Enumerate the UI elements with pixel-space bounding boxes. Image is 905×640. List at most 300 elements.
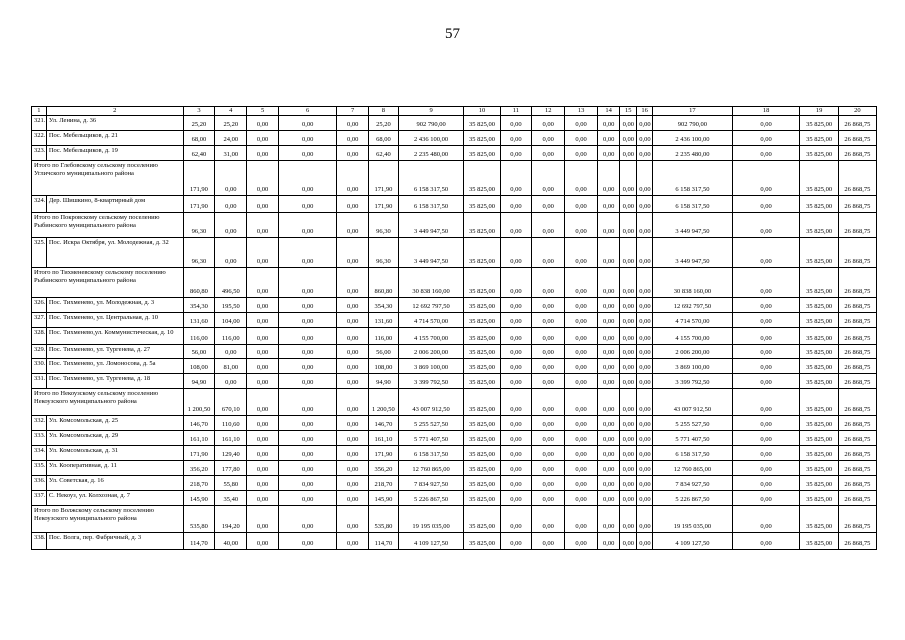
value-cell: 0,00 — [337, 374, 369, 389]
value-cell: 0,00 — [620, 213, 637, 238]
value-cell: 0,00 — [637, 446, 653, 461]
value-cell: 6 158 317,50 — [398, 446, 464, 461]
value-cell: 24,00 — [215, 131, 247, 146]
value-cell: 0,00 — [278, 461, 336, 476]
value-cell: 3 449 947,50 — [398, 213, 464, 238]
value-cell: 35 825,00 — [464, 298, 500, 313]
row-number: 331. — [32, 374, 47, 389]
value-cell: 26 868,75 — [838, 268, 876, 298]
value-cell: 12 692 797,50 — [398, 298, 464, 313]
value-cell: 0,00 — [337, 506, 369, 533]
value-cell: 5 226 867,50 — [653, 491, 733, 506]
value-cell: 4 109 127,50 — [653, 533, 733, 550]
value-cell: 43 007 912,50 — [398, 389, 464, 416]
value-cell: 0,00 — [637, 359, 653, 374]
value-cell: 2 006 200,00 — [398, 345, 464, 359]
value-cell: 218,70 — [183, 476, 215, 491]
table-row — [32, 116, 877, 131]
value-cell: 26 868,75 — [838, 446, 876, 461]
value-cell: 0,00 — [532, 213, 565, 238]
value-cell: 81,00 — [215, 359, 247, 374]
value-cell: 0,00 — [565, 506, 598, 533]
column-number: 11 — [500, 107, 532, 116]
value-cell: 0,00 — [565, 161, 598, 196]
value-cell: 354,30 — [183, 298, 215, 313]
value-cell: 0,00 — [598, 313, 620, 328]
value-cell: 0,00 — [565, 196, 598, 213]
value-cell: 0,00 — [598, 506, 620, 533]
value-cell: 0,00 — [598, 476, 620, 491]
table-row — [32, 131, 877, 146]
value-cell: 35 825,00 — [800, 491, 838, 506]
value-cell: 0,00 — [637, 533, 653, 550]
value-cell: 35 825,00 — [464, 491, 500, 506]
value-cell: 0,00 — [247, 238, 279, 268]
value-cell: 26 868,75 — [838, 161, 876, 196]
value-cell: 56,00 — [369, 345, 399, 359]
value-cell: 177,80 — [215, 461, 247, 476]
value-cell: 35 825,00 — [464, 446, 500, 461]
value-cell: 3 449 947,50 — [398, 238, 464, 268]
value-cell: 0,00 — [500, 298, 532, 313]
value-cell: 194,20 — [215, 506, 247, 533]
value-cell: 0,00 — [247, 389, 279, 416]
value-cell: 0,00 — [278, 268, 336, 298]
address-cell: Пос. Тихменево, ул. Центральная, д. 10 — [46, 313, 183, 328]
value-cell: 0,00 — [637, 476, 653, 491]
value-cell: 0,00 — [565, 476, 598, 491]
value-cell: 35 825,00 — [800, 196, 838, 213]
subtotal-row — [32, 161, 877, 196]
value-cell: 0,00 — [500, 374, 532, 389]
value-cell: 26 868,75 — [838, 196, 876, 213]
value-cell: 68,00 — [369, 131, 399, 146]
value-cell: 114,70 — [369, 533, 399, 550]
value-cell: 0,00 — [732, 506, 800, 533]
row-number: 326. — [32, 298, 47, 313]
value-cell: 108,00 — [183, 359, 215, 374]
value-cell: 43 007 912,50 — [653, 389, 733, 416]
column-number: 15 — [620, 107, 637, 116]
page-number: 57 — [445, 26, 460, 42]
value-cell: 0,00 — [620, 268, 637, 298]
column-number: 2 — [46, 107, 183, 116]
value-cell: 0,00 — [500, 131, 532, 146]
value-cell: 0,00 — [732, 196, 800, 213]
value-cell: 0,00 — [278, 238, 336, 268]
value-cell: 0,00 — [620, 345, 637, 359]
row-number: 337. — [32, 491, 47, 506]
value-cell: 35 825,00 — [464, 359, 500, 374]
value-cell: 0,00 — [732, 116, 800, 131]
table-row — [32, 359, 877, 374]
value-cell: 35 825,00 — [464, 196, 500, 213]
value-cell: 0,00 — [637, 161, 653, 196]
value-cell: 0,00 — [732, 161, 800, 196]
value-cell: 0,00 — [565, 328, 598, 345]
value-cell: 0,00 — [500, 238, 532, 268]
value-cell: 0,00 — [637, 313, 653, 328]
subtotal-label: Итого по Волжскому сельскому поселению Некоузского муниципального района — [32, 506, 184, 533]
address-cell: Пос. Волга, пер. Фабричный, д. 3 — [46, 533, 183, 550]
value-cell: 171,90 — [369, 161, 399, 196]
value-cell: 0,00 — [732, 416, 800, 431]
row-number: 328. — [32, 328, 47, 345]
value-cell: 0,00 — [337, 446, 369, 461]
value-cell: 5 771 407,50 — [398, 431, 464, 446]
value-cell: 0,00 — [500, 328, 532, 345]
value-cell: 0,00 — [500, 533, 532, 550]
value-cell: 0,00 — [598, 131, 620, 146]
column-number: 20 — [838, 107, 876, 116]
value-cell: 0,00 — [278, 345, 336, 359]
value-cell: 0,00 — [278, 146, 336, 161]
row-number: 335. — [32, 461, 47, 476]
value-cell: 35 825,00 — [800, 161, 838, 196]
value-cell: 902 790,00 — [653, 116, 733, 131]
value-cell: 26 868,75 — [838, 491, 876, 506]
value-cell: 0,00 — [500, 146, 532, 161]
value-cell: 535,80 — [369, 506, 399, 533]
value-cell: 0,00 — [337, 328, 369, 345]
value-cell: 0,00 — [215, 161, 247, 196]
table-row — [32, 374, 877, 389]
value-cell: 0,00 — [598, 213, 620, 238]
row-number: 321. — [32, 116, 47, 131]
value-cell: 0,00 — [620, 161, 637, 196]
value-cell: 62,40 — [369, 146, 399, 161]
value-cell: 0,00 — [565, 446, 598, 461]
value-cell: 0,00 — [247, 416, 279, 431]
value-cell: 0,00 — [598, 161, 620, 196]
value-cell: 0,00 — [278, 446, 336, 461]
value-cell: 131,60 — [183, 313, 215, 328]
value-cell: 356,20 — [369, 461, 399, 476]
value-cell: 0,00 — [278, 328, 336, 345]
value-cell: 25,20 — [183, 116, 215, 131]
address-cell: Пос. Тихменево, ул. Тургенева, д. 27 — [46, 345, 183, 359]
value-cell: 4 714 570,00 — [653, 313, 733, 328]
value-cell: 0,00 — [598, 446, 620, 461]
column-number: 10 — [464, 107, 500, 116]
value-cell: 0,00 — [532, 328, 565, 345]
value-cell: 0,00 — [620, 461, 637, 476]
value-cell: 0,00 — [337, 146, 369, 161]
value-cell: 96,30 — [183, 213, 215, 238]
value-cell: 171,90 — [183, 161, 215, 196]
value-cell: 195,50 — [215, 298, 247, 313]
value-cell: 0,00 — [500, 389, 532, 416]
value-cell: 35 825,00 — [800, 328, 838, 345]
value-cell: 26 868,75 — [838, 359, 876, 374]
value-cell: 94,90 — [183, 374, 215, 389]
value-cell: 0,00 — [598, 146, 620, 161]
value-cell: 19 195 035,00 — [653, 506, 733, 533]
value-cell: 35 825,00 — [464, 328, 500, 345]
value-cell: 496,50 — [215, 268, 247, 298]
table-row — [32, 431, 877, 446]
value-cell: 0,00 — [337, 533, 369, 550]
value-cell: 0,00 — [598, 359, 620, 374]
address-cell: С. Некоуз, ул. Колхозная, д. 7 — [46, 491, 183, 506]
value-cell: 40,00 — [215, 533, 247, 550]
value-cell: 2 235 480,00 — [653, 146, 733, 161]
column-number: 13 — [565, 107, 598, 116]
value-cell: 0,00 — [500, 476, 532, 491]
value-cell: 6 158 317,50 — [653, 196, 733, 213]
value-cell: 3 869 100,00 — [653, 359, 733, 374]
value-cell: 0,00 — [278, 116, 336, 131]
value-cell: 0,00 — [637, 213, 653, 238]
value-cell: 35 825,00 — [464, 461, 500, 476]
value-cell: 108,00 — [369, 359, 399, 374]
value-cell: 0,00 — [278, 359, 336, 374]
value-cell: 0,00 — [620, 476, 637, 491]
value-cell: 0,00 — [620, 446, 637, 461]
value-cell: 0,00 — [337, 389, 369, 416]
value-cell: 35 825,00 — [464, 146, 500, 161]
value-cell: 35 825,00 — [464, 389, 500, 416]
address-cell: Пос. Тихменево, ул. Молодежная, д. 3 — [46, 298, 183, 313]
value-cell: 0,00 — [732, 268, 800, 298]
value-cell: 0,00 — [637, 116, 653, 131]
value-cell: 171,90 — [183, 196, 215, 213]
value-cell: 0,00 — [532, 146, 565, 161]
subtotal-row — [32, 506, 877, 533]
value-cell: 0,00 — [732, 313, 800, 328]
value-cell: 0,00 — [278, 416, 336, 431]
value-cell: 35 825,00 — [800, 506, 838, 533]
address-cell: Пос. Тихменево,ул. Коммунистическая, д. 10 — [46, 328, 183, 345]
value-cell: 131,60 — [369, 313, 399, 328]
value-cell: 0,00 — [732, 446, 800, 461]
value-cell: 35 825,00 — [800, 213, 838, 238]
value-cell: 94,90 — [369, 374, 399, 389]
value-cell: 0,00 — [565, 461, 598, 476]
column-number: 16 — [637, 107, 653, 116]
address-cell: Пос. Тихменево, ул. Ломоносова, д. 5а — [46, 359, 183, 374]
value-cell: 0,00 — [598, 533, 620, 550]
value-cell: 0,00 — [565, 116, 598, 131]
value-cell: 0,00 — [565, 268, 598, 298]
value-cell: 0,00 — [565, 146, 598, 161]
value-cell: 35 825,00 — [800, 533, 838, 550]
value-cell: 0,00 — [732, 238, 800, 268]
value-cell: 5 771 407,50 — [653, 431, 733, 446]
value-cell: 0,00 — [598, 461, 620, 476]
value-cell: 35 825,00 — [800, 116, 838, 131]
value-cell: 0,00 — [337, 196, 369, 213]
row-number: 336. — [32, 476, 47, 491]
value-cell: 0,00 — [620, 389, 637, 416]
value-cell: 0,00 — [598, 416, 620, 431]
value-cell: 161,10 — [183, 431, 215, 446]
value-cell: 26 868,75 — [838, 313, 876, 328]
value-cell: 0,00 — [278, 298, 336, 313]
value-cell: 116,00 — [183, 328, 215, 345]
value-cell: 860,80 — [369, 268, 399, 298]
value-cell: 0,00 — [620, 491, 637, 506]
value-cell: 35 825,00 — [464, 313, 500, 328]
value-cell: 0,00 — [337, 298, 369, 313]
value-cell: 0,00 — [278, 491, 336, 506]
table-row — [32, 416, 877, 431]
value-cell: 0,00 — [500, 461, 532, 476]
value-cell: 116,00 — [215, 328, 247, 345]
value-cell: 0,00 — [500, 506, 532, 533]
row-number: 330. — [32, 359, 47, 374]
value-cell: 0,00 — [247, 446, 279, 461]
value-cell: 0,00 — [732, 461, 800, 476]
value-cell: 0,00 — [620, 533, 637, 550]
value-cell: 0,00 — [598, 374, 620, 389]
value-cell: 12 692 797,50 — [653, 298, 733, 313]
subtotal-label: Итого по Некоузскому сельскому поселению Некоузского муниципального района — [32, 389, 184, 416]
value-cell: 35 825,00 — [800, 238, 838, 268]
value-cell: 35 825,00 — [800, 431, 838, 446]
value-cell: 26 868,75 — [838, 506, 876, 533]
value-cell: 0,00 — [247, 161, 279, 196]
address-cell: Ул. Кооперативная, д. 11 — [46, 461, 183, 476]
value-cell: 0,00 — [247, 533, 279, 550]
value-cell: 3 449 947,50 — [653, 213, 733, 238]
value-cell: 2 436 100,00 — [653, 131, 733, 146]
value-cell: 0,00 — [532, 116, 565, 131]
value-cell: 35 825,00 — [464, 416, 500, 431]
value-cell: 0,00 — [247, 313, 279, 328]
value-cell: 0,00 — [565, 213, 598, 238]
value-cell: 0,00 — [247, 213, 279, 238]
column-number: 18 — [732, 107, 800, 116]
value-cell: 0,00 — [565, 359, 598, 374]
value-cell: 0,00 — [500, 313, 532, 328]
value-cell: 0,00 — [247, 345, 279, 359]
value-cell: 4 155 700,00 — [653, 328, 733, 345]
value-cell: 0,00 — [532, 345, 565, 359]
value-cell: 0,00 — [732, 328, 800, 345]
value-cell: 26 868,75 — [838, 431, 876, 446]
value-cell: 0,00 — [637, 389, 653, 416]
value-cell: 0,00 — [565, 131, 598, 146]
column-number: 1 — [32, 107, 47, 116]
column-number: 6 — [278, 107, 336, 116]
row-number: 327. — [32, 313, 47, 328]
value-cell: 35 825,00 — [464, 506, 500, 533]
value-cell: 0,00 — [278, 506, 336, 533]
value-cell: 35 825,00 — [800, 476, 838, 491]
value-cell: 0,00 — [215, 213, 247, 238]
address-cell: Ул. Ленина, д. 36 — [46, 116, 183, 131]
value-cell: 4 109 127,50 — [398, 533, 464, 550]
value-cell: 6 158 317,50 — [653, 161, 733, 196]
subtotal-row — [32, 268, 877, 298]
row-number: 324. — [32, 196, 47, 213]
value-cell: 0,00 — [247, 298, 279, 313]
table-row — [32, 146, 877, 161]
value-cell: 35 825,00 — [464, 213, 500, 238]
value-cell: 0,00 — [532, 476, 565, 491]
value-cell: 0,00 — [532, 268, 565, 298]
value-cell: 26 868,75 — [838, 461, 876, 476]
value-cell: 0,00 — [565, 345, 598, 359]
table-row — [32, 446, 877, 461]
value-cell: 0,00 — [500, 431, 532, 446]
value-cell: 0,00 — [637, 416, 653, 431]
value-cell: 0,00 — [215, 374, 247, 389]
value-cell: 0,00 — [637, 146, 653, 161]
value-cell: 26 868,75 — [838, 533, 876, 550]
value-cell: 0,00 — [620, 416, 637, 431]
value-cell: 146,70 — [183, 416, 215, 431]
value-cell: 3 399 792,50 — [653, 374, 733, 389]
value-cell: 0,00 — [565, 431, 598, 446]
value-cell: 0,00 — [532, 389, 565, 416]
value-cell: 0,00 — [278, 196, 336, 213]
value-cell: 0,00 — [337, 431, 369, 446]
value-cell: 35 825,00 — [800, 268, 838, 298]
value-cell: 670,10 — [215, 389, 247, 416]
value-cell: 0,00 — [565, 389, 598, 416]
value-cell: 35 825,00 — [800, 345, 838, 359]
value-cell: 0,00 — [532, 446, 565, 461]
value-cell: 55,80 — [215, 476, 247, 491]
value-cell: 0,00 — [637, 431, 653, 446]
value-cell: 26 868,75 — [838, 389, 876, 416]
value-cell: 0,00 — [247, 131, 279, 146]
value-cell: 30 838 160,00 — [653, 268, 733, 298]
value-cell: 4 714 570,00 — [398, 313, 464, 328]
value-cell: 6 158 317,50 — [398, 161, 464, 196]
value-cell: 62,40 — [183, 146, 215, 161]
value-cell: 0,00 — [278, 313, 336, 328]
value-cell: 3 869 100,00 — [398, 359, 464, 374]
value-cell: 0,00 — [500, 213, 532, 238]
value-cell: 0,00 — [532, 374, 565, 389]
value-cell: 0,00 — [565, 533, 598, 550]
column-number: 3 — [183, 107, 215, 116]
value-cell: 0,00 — [532, 313, 565, 328]
value-cell: 26 868,75 — [838, 416, 876, 431]
value-cell: 35 825,00 — [800, 146, 838, 161]
value-cell: 0,00 — [732, 345, 800, 359]
value-cell: 0,00 — [732, 491, 800, 506]
value-cell: 0,00 — [247, 476, 279, 491]
value-cell: 0,00 — [598, 298, 620, 313]
subtotal-row — [32, 213, 877, 238]
value-cell: 0,00 — [247, 431, 279, 446]
value-cell: 35 825,00 — [464, 533, 500, 550]
value-cell: 0,00 — [598, 268, 620, 298]
value-cell: 0,00 — [278, 476, 336, 491]
value-cell: 0,00 — [637, 298, 653, 313]
value-cell: 35 825,00 — [800, 416, 838, 431]
value-cell: 0,00 — [637, 374, 653, 389]
table-row — [32, 345, 877, 359]
table-row — [32, 196, 877, 213]
column-number: 19 — [800, 107, 838, 116]
value-cell: 0,00 — [598, 116, 620, 131]
value-cell: 0,00 — [337, 476, 369, 491]
value-cell: 0,00 — [215, 345, 247, 359]
column-number: 8 — [369, 107, 399, 116]
value-cell: 0,00 — [337, 416, 369, 431]
value-cell: 116,00 — [369, 328, 399, 345]
value-cell: 2 006 200,00 — [653, 345, 733, 359]
value-cell: 35 825,00 — [464, 238, 500, 268]
value-cell: 129,40 — [215, 446, 247, 461]
value-cell: 0,00 — [532, 238, 565, 268]
value-cell: 2 235 480,00 — [398, 146, 464, 161]
